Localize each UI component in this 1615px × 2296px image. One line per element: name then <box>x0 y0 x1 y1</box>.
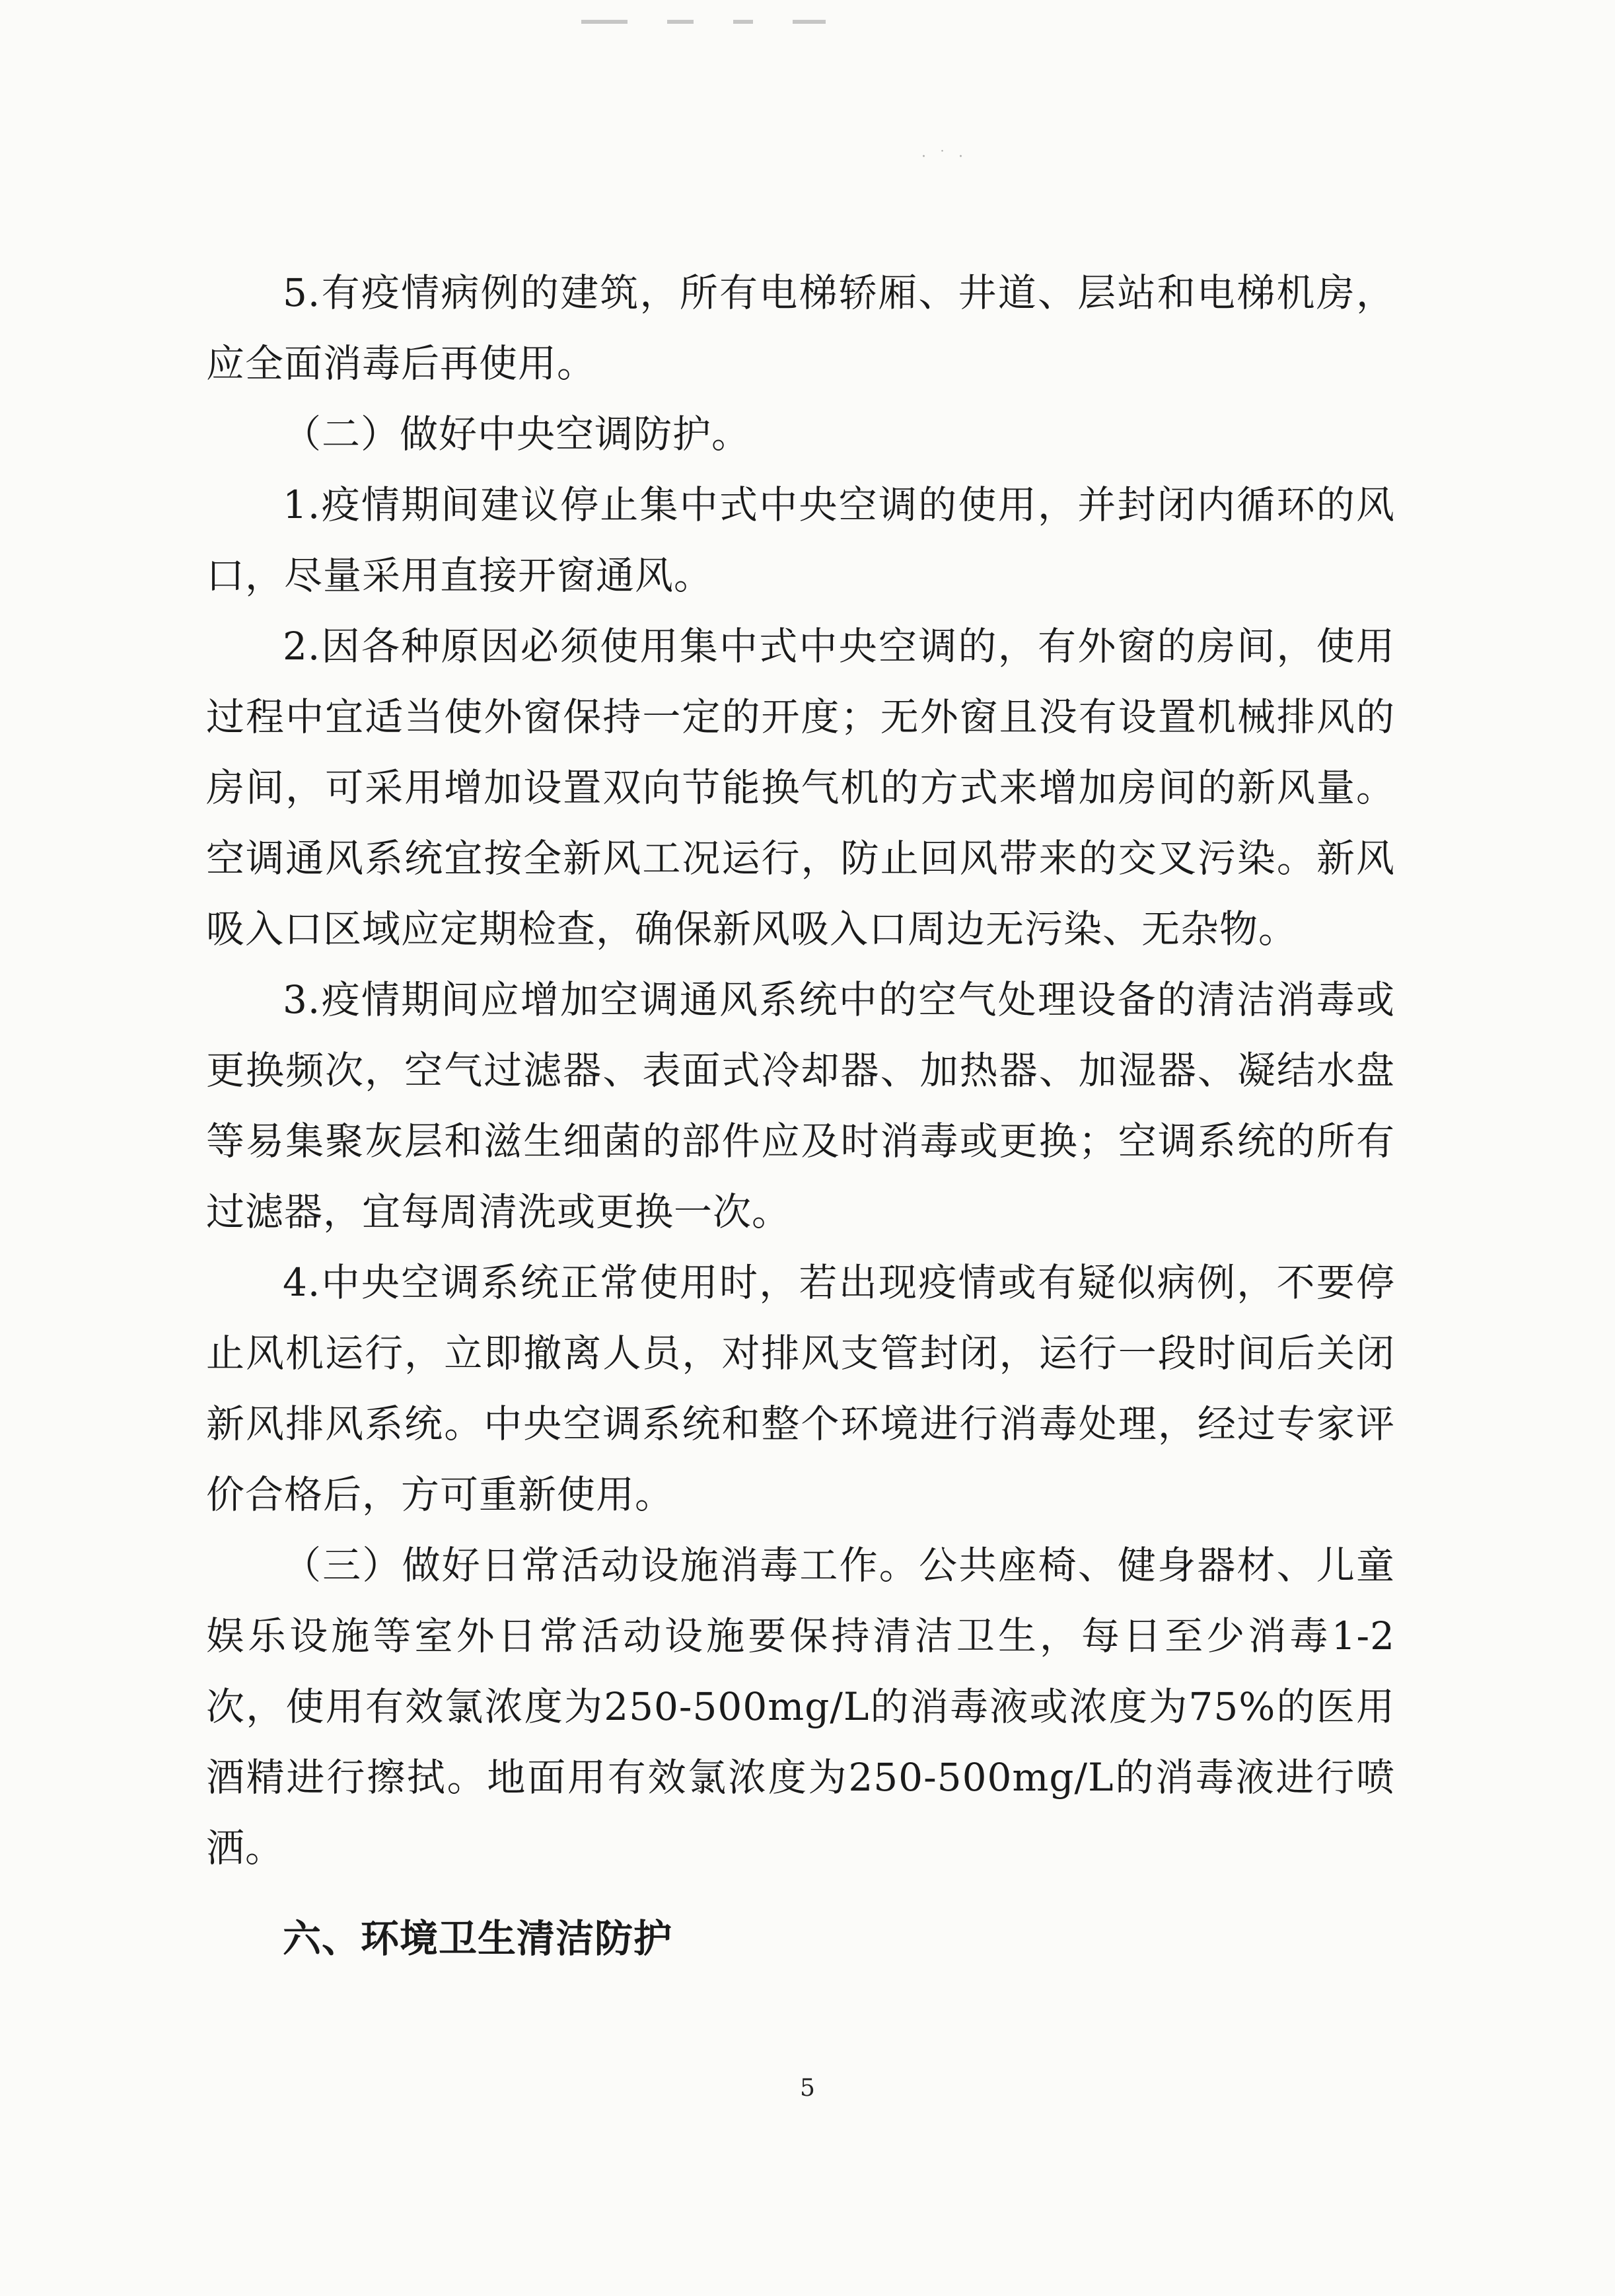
paragraph-daily-facilities: （三）做好日常活动设施消毒工作。公共座椅、健身器材、儿童娱乐设施等室外日常活动设施要保持清洁卫生，每日至少消毒1-2次，使用有效氯浓度为250-500mg/L的消毒液或浓度为75%的医用酒精进行擦拭。地面用有效氯浓度为250-500mg/L的消毒液进行喷洒。 <box>206 1543 1395 1870</box>
scan-artifact-top <box>581 20 1030 29</box>
scan-artifact-dots: · ˙ · <box>921 149 967 165</box>
paragraph-ac-1: 1.疫情期间建议停止集中式中央空调的使用，并封闭内循环的风口，尽量采用直接开窗通风。 <box>206 482 1395 598</box>
page-number: 5 <box>800 2075 815 2102</box>
subheading-central-ac: （二）做好中央空调防护。 <box>283 412 751 457</box>
paragraph-elevator-disinfection: 5.有疫情病例的建筑，所有电梯轿厢、井道、层站和电梯机房，应全面消毒后再使用。 <box>206 270 1395 386</box>
document-body <box>206 258 1395 1974</box>
paragraph-ac-2: 2.因各种原因必须使用集中式中央空调的，有外窗的房间，使用过程中宜适当使外窗保持一定的开度；无外窗且没有设置机械排风的房间，可采用增加设置双向节能换气机的方式来增加房间的新风量。空调通风系统宜按全新风工况运行，防止回风带来的交叉污染。新风吸入口区域应定期检查，确保新风吸入口周边无污染、无杂物。 <box>206 624 1395 951</box>
paragraph-ac-4: 4.中央空调系统正常使用时，若出现疫情或有疑似病例，不要停止风机运行，立即撤离人员，对排风支管封闭，运行一段时间后关闭新风排风系统。中央空调系统和整个环境进行消毒处理，经过专家评价合格后，方可重新使用。 <box>206 1260 1395 1517</box>
section-heading-environment: 六、环境卫生清洁防护 <box>283 1916 673 1961</box>
paragraph-ac-3: 3.疫情期间应增加空调通风系统中的空气处理设备的清洁消毒或更换频次，空气过滤器、表面式冷却器、加热器、加湿器、凝结水盘等易集聚灰层和滋生细菌的部件应及时消毒或更换；空调系统的所有过滤器，宜每周清洗或更换一次。 <box>206 977 1395 1234</box>
